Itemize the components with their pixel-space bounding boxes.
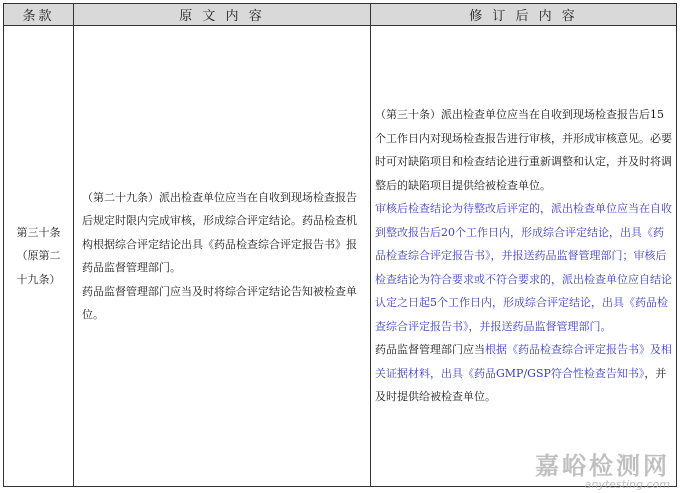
watermark-cn: 嘉峪检测网 xyxy=(535,452,670,480)
revised-text-cell xyxy=(371,26,677,487)
revised-paragraph-3-blue: 根据《药品检查综合评定报告书》及相关证据材料，出具《药品GMP/GSP符合性检查告知书》 xyxy=(375,343,672,380)
header-clause: 条款 xyxy=(4,4,74,26)
revision-table xyxy=(3,3,677,487)
clause-line-1: 第三十条 xyxy=(16,225,61,239)
original-paragraph-2: 药品监督管理部门应当及时将综合评定结论告知被检查单位。 xyxy=(82,284,357,321)
revised-paragraph-1: （第三十条）派出检查单位应当在自收到现场检查报告后15个工作日内对现场检查报告进行审核，并形成审核意见。必要时可对缺陷项目和检查结论进行重新调整和认定，并及时将调整后的缺陷项目提供给被检查单位。 xyxy=(375,108,672,192)
original-paragraph-1: （第二十九条）派出检查单位应当在自收到现场检查报告后规定时限内完成审核，形成综合评定结论。药品检查机构根据综合评定结论出具《药品检查综合评定报告书》报药品监督管理部门。 xyxy=(82,190,357,274)
clause-line-2: （原第二 xyxy=(16,249,61,263)
table-header-row xyxy=(4,4,677,26)
table-row xyxy=(4,26,677,487)
watermark-en: anytesting.com xyxy=(584,478,670,491)
header-original: 原 文 内 容 xyxy=(74,4,371,26)
revised-paragraph-2: 审核后检查结论为待整改后评定的，派出检查单位应当在自收到整改报告后20个工作日内，形成综合评定结论，出具《药品检查综合评定报告书》，并报送药品监督管理部门；审核后检查结论为符合要求或不符合要求的，派出检查单位应自结论认定之日起5个工作日内，形成综合评定结论，出具《药品检查综合评定报告书》，并报送药品监督管理部门。 xyxy=(375,202,672,333)
revised-paragraph-3-black: 药品监督管理部门应当 xyxy=(375,343,485,357)
revised-paragraph-3 xyxy=(375,338,672,409)
original-text-cell xyxy=(74,26,371,487)
header-revised: 修 订 后 内 容 xyxy=(371,4,677,26)
clause-line-3: 十九条） xyxy=(16,272,61,286)
revised-paragraph-3-end: ，并及时提供给被检查单位。 xyxy=(375,366,667,404)
clause-cell xyxy=(4,26,74,487)
